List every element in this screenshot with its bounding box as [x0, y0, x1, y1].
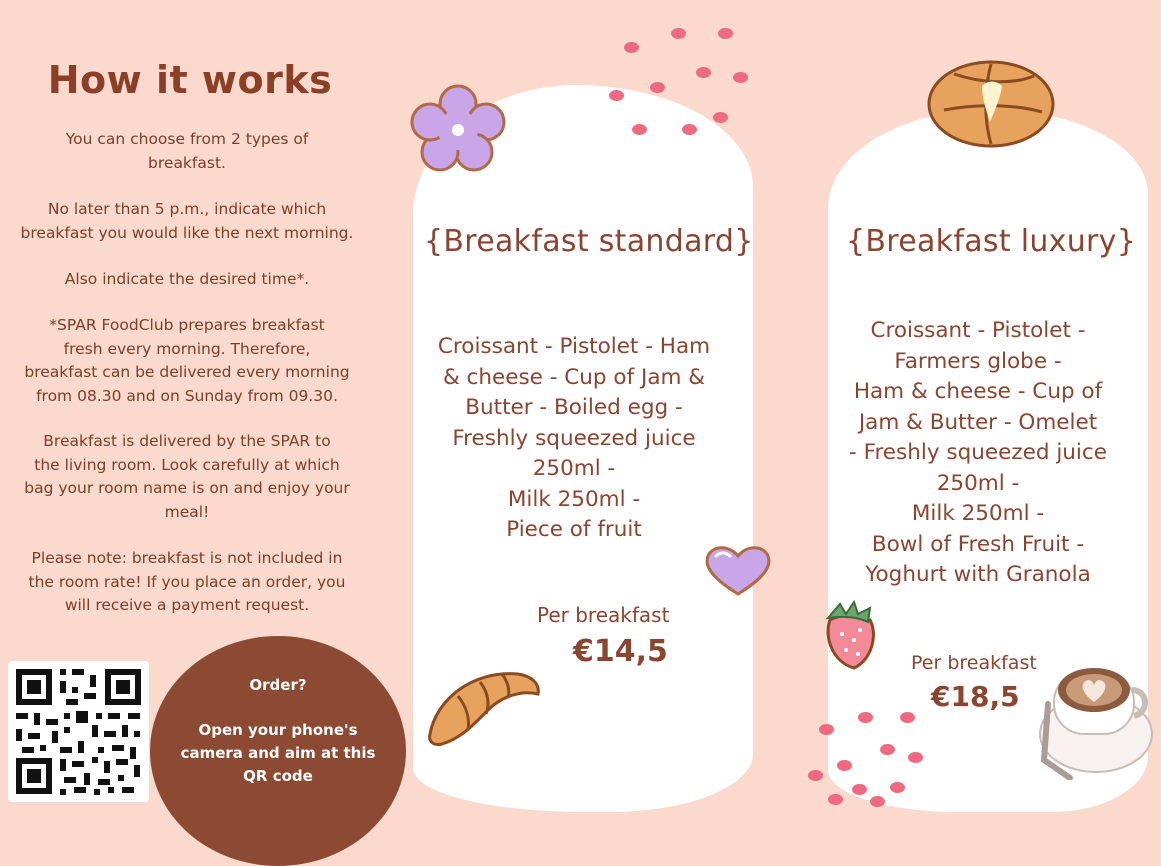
standard-items — [418, 332, 730, 546]
qr-code-graphic — [8, 661, 149, 802]
menu-item-line: Croissant - Pistolet - Ham — [437, 334, 711, 359]
standard-price: €14,5 — [573, 634, 668, 669]
decorative-dot — [852, 784, 867, 795]
menu-item-line: Jam & Butter - Omelet — [858, 409, 1098, 435]
decorative-dot — [828, 794, 843, 805]
menu-item-line: Piece of fruit — [506, 517, 642, 542]
menu-item-line: Farmers globe - — [894, 348, 1062, 374]
croissant-icon — [422, 660, 546, 748]
text-line: *SPAR FoodClub prepares breakfast — [49, 316, 325, 334]
menu-item-line: Bowl of Fresh Fruit - — [871, 531, 1085, 557]
decorative-dot — [900, 712, 915, 723]
text-line: breakfast can be delivered every morning — [24, 363, 350, 381]
decorative-dot — [880, 744, 895, 755]
menu-item-line: Croissant - Pistolet - — [870, 318, 1086, 343]
text-line: the room rate! If you place an order, you — [28, 572, 346, 591]
text-line: Breakfast is delivered by the SPAR to — [43, 432, 331, 450]
paragraph-delivery — [2, 430, 372, 524]
text-line: breakfast you would like the next morning. — [20, 223, 354, 242]
bread-bun-icon — [924, 50, 1058, 150]
menu-item-line: Yoghurt with Granola — [865, 562, 1091, 587]
order-line: camera and aim at this — [180, 744, 376, 762]
menu-item-line: Ham & cheese - Cup of — [853, 379, 1103, 404]
text-line: fresh every morning. Therefore, — [63, 339, 311, 358]
order-callout — [150, 636, 406, 866]
decorative-dot — [837, 760, 852, 771]
menu-item-line: & cheese - Cup of Jam & — [442, 364, 706, 390]
decorative-dot — [632, 124, 647, 135]
menu-item-line: - Freshly squeezed juice — [849, 440, 1107, 465]
menu-item-line: Freshly squeezed juice — [452, 425, 696, 451]
paragraph-deadline — [2, 198, 372, 245]
text-line: will receive a payment request. — [64, 596, 310, 614]
luxury-title: {Breakfast luxury} — [846, 224, 1137, 259]
standard-per-label: Per breakfast — [537, 603, 670, 627]
menu-item-line: Milk 250ml - — [911, 501, 1045, 526]
heart-icon — [702, 542, 774, 598]
text-line: breakfast. — [148, 153, 226, 172]
decorative-dot — [609, 90, 624, 101]
text-line: Please note: breakfast is not included in — [31, 549, 343, 567]
decorative-dot — [870, 796, 885, 807]
order-line: Open your phone's — [198, 721, 358, 739]
decorative-dot — [858, 712, 873, 723]
decorative-dot — [713, 112, 728, 123]
menu-item-line: Butter - Boiled egg - — [465, 395, 683, 420]
page-title: How it works — [47, 58, 333, 102]
decorative-dot — [808, 770, 823, 781]
decorative-dot — [682, 124, 697, 135]
text-line: You can choose from 2 types of — [65, 130, 309, 148]
decorative-dot — [819, 724, 834, 735]
standard-title: {Breakfast standard} — [424, 224, 754, 259]
decorative-dot — [650, 82, 665, 93]
menu-item-line: Milk 250ml - — [507, 486, 641, 512]
paragraph-spar — [2, 314, 372, 408]
strawberry-icon — [820, 600, 880, 672]
decorative-dot — [908, 752, 923, 763]
menu-item-line: 250ml - — [532, 456, 616, 481]
luxury-per-label: Per breakfast — [911, 652, 1037, 674]
decorative-dot — [671, 28, 686, 39]
text-line: meal! — [164, 502, 210, 521]
decorative-dot — [696, 67, 711, 78]
paragraph-time — [2, 268, 372, 292]
order-heading: Order? — [249, 676, 307, 694]
coffee-cup-icon — [1036, 650, 1158, 780]
text-line: No later than 5 p.m., indicate which — [47, 200, 327, 218]
luxury-price: €18,5 — [931, 680, 1020, 713]
flower-icon — [408, 82, 508, 172]
decorative-dot — [733, 72, 748, 83]
menu-item-line: 250ml - — [936, 470, 1020, 496]
qr-code[interactable] — [8, 661, 149, 802]
decorative-dot — [624, 42, 639, 53]
order-line: QR code — [243, 767, 313, 785]
luxury-items — [830, 316, 1126, 591]
text-line: Also indicate the desired time*. — [64, 270, 310, 288]
text-line: from 08.30 and on Sunday from 09.30. — [36, 386, 338, 405]
paragraph-types — [2, 128, 372, 175]
text-line: bag your room name is on and enjoy your — [24, 479, 350, 497]
decorative-dot — [890, 782, 905, 793]
text-line: the living room. Look carefully at which — [34, 455, 340, 474]
decorative-dot — [718, 28, 733, 39]
paragraph-note — [2, 547, 372, 618]
